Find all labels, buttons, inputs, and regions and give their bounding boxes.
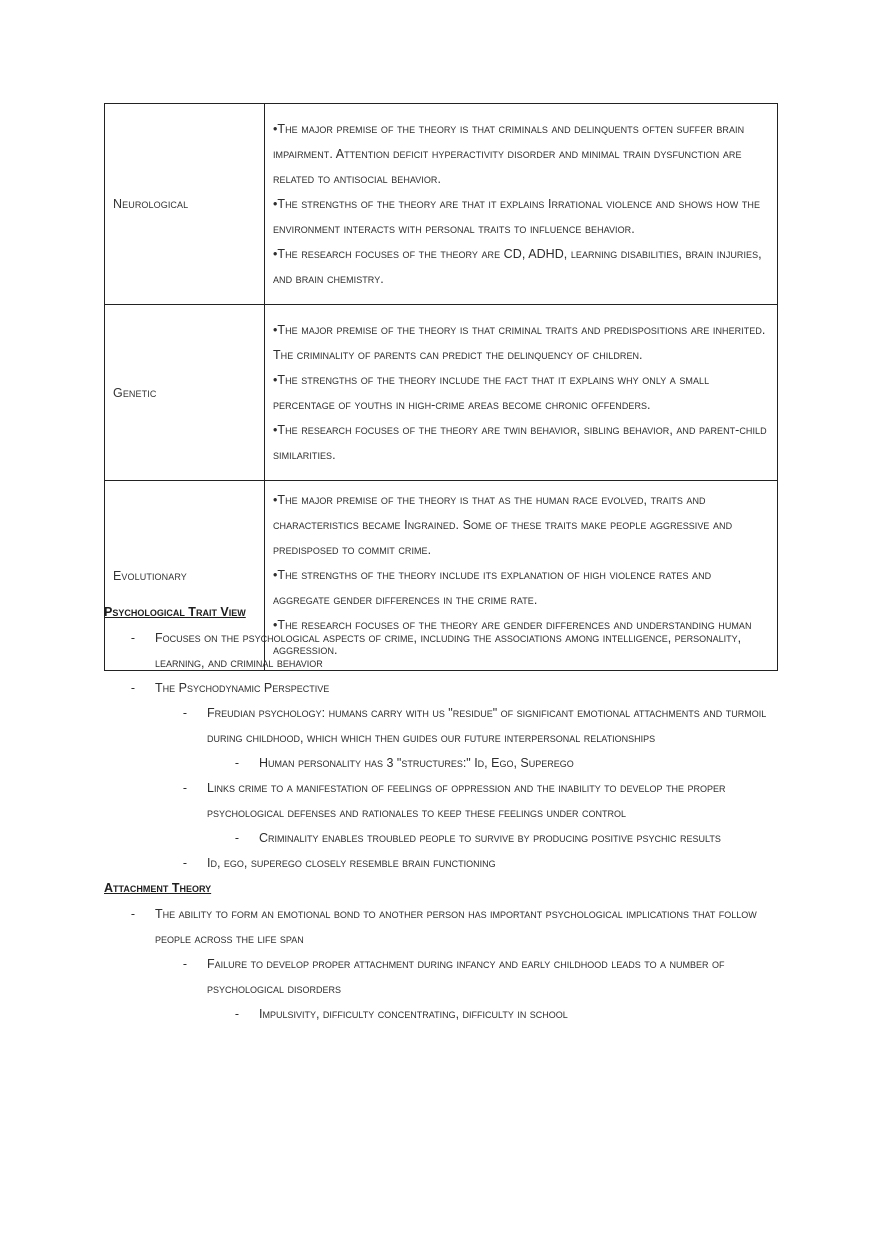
description-line: •The major premise of the theory is that as the human race evolved, traits and characteristics became Ingrained. Some of these traits make people aggressive and predisposed to commit crime. — [273, 493, 733, 557]
list-item-text: Criminality enables troubled people to survive by producing positive psychic results — [259, 831, 721, 845]
list-item-text: Failure to develop proper attachment during infancy and early childhood leads to a number of psychological disorders — [207, 957, 725, 996]
list-item-text: Focuses on the psychological aspects of crime, including the associations among intelligence, personality, learning, and criminal behavior — [155, 631, 742, 670]
list-item — [104, 751, 784, 776]
list-item — [104, 952, 784, 1002]
theory-description-cell — [265, 305, 778, 481]
dash-bullet: - — [234, 831, 240, 845]
list-item — [104, 851, 784, 876]
list-item — [104, 776, 784, 826]
list-item — [104, 1002, 784, 1027]
list-item-text: Human personality has 3 "structures:" Id, Ego, Superego — [259, 756, 574, 770]
list-item-text: The ability to form an emotional bond to another person has important psychological implications that follow people across the life span — [155, 907, 757, 946]
dash-bullet: - — [130, 631, 136, 645]
list-item-text: Links crime to a manifestation of feelings of oppression and the inability to develop the proper psychological defenses and rationales to keep these feelings under control — [207, 781, 726, 820]
dash-bullet: - — [234, 756, 240, 770]
theory-table — [104, 103, 778, 671]
section-heading: Attachment Theory — [104, 881, 212, 895]
description-line: •The research focuses of the theory are CD, ADHD, learning disabilities, brain injuries, and brain chemistry. — [273, 246, 762, 286]
description-line: •The strengths of the theory include its explanation of high violence rates and aggregate gender differences in the crime rate. — [273, 568, 712, 607]
description-line: •The major premise of the theory is that criminal traits and predispositions are inherited. The criminality of parents can predict the delinquency of children. — [273, 322, 766, 362]
list-item-text: The Psychodynamic Perspective — [155, 681, 330, 695]
attachment-theory-section — [104, 878, 784, 1027]
description-line: •The strengths of the theory are that it explains Irrational violence and shows how the environment interacts with personal traits to influence behavior. — [273, 196, 761, 236]
theory-name-cell: Evolutionary — [105, 481, 265, 671]
list-item — [104, 676, 784, 701]
list-item — [104, 826, 784, 851]
dash-bullet: - — [182, 957, 188, 971]
dash-bullet: - — [182, 856, 188, 870]
list-item-text: Freudian psychology: humans carry with us "residue" of significant emotional attachments and turmoil during childhood, which which then guides our future interpersonal relationships — [207, 706, 767, 745]
list-item-text: Impulsivity, difficulty concentrating, difficulty in school — [259, 1007, 568, 1021]
description-line: •The strengths of the theory include the fact that it explains why only a small percentage of youths in high-crime areas become chronic offenders. — [273, 372, 710, 412]
table-row — [105, 305, 778, 481]
list-item — [104, 902, 784, 952]
dash-bullet: - — [182, 706, 188, 720]
theory-name-cell: Neurological — [105, 104, 265, 305]
section-heading: Psychological Trait View — [104, 605, 246, 619]
description-line: •The major premise of the theory is that criminals and delinquents often suffer brain impairment. Attention deficit hyperactivity disorder and minimal train dysfunction are related to antisocial behavior. — [273, 121, 745, 186]
dash-bullet: - — [182, 781, 188, 795]
list-item — [104, 701, 784, 751]
description-line: •The research focuses of the theory are gender differences and understanding human aggression. — [273, 618, 752, 657]
dash-bullet: - — [130, 907, 136, 921]
dash-bullet: - — [130, 681, 136, 695]
list-item — [104, 626, 784, 676]
theory-description-cell — [265, 104, 778, 305]
psychological-trait-section — [104, 602, 784, 876]
theory-name-cell: Genetic — [105, 305, 265, 481]
dash-bullet: - — [234, 1007, 240, 1021]
list-item-text: Id, ego, superego closely resemble brain functioning — [207, 856, 496, 870]
table-row — [105, 104, 778, 305]
description-line: •The research focuses of the theory are twin behavior, sibling behavior, and parent-child similarities. — [273, 422, 767, 462]
